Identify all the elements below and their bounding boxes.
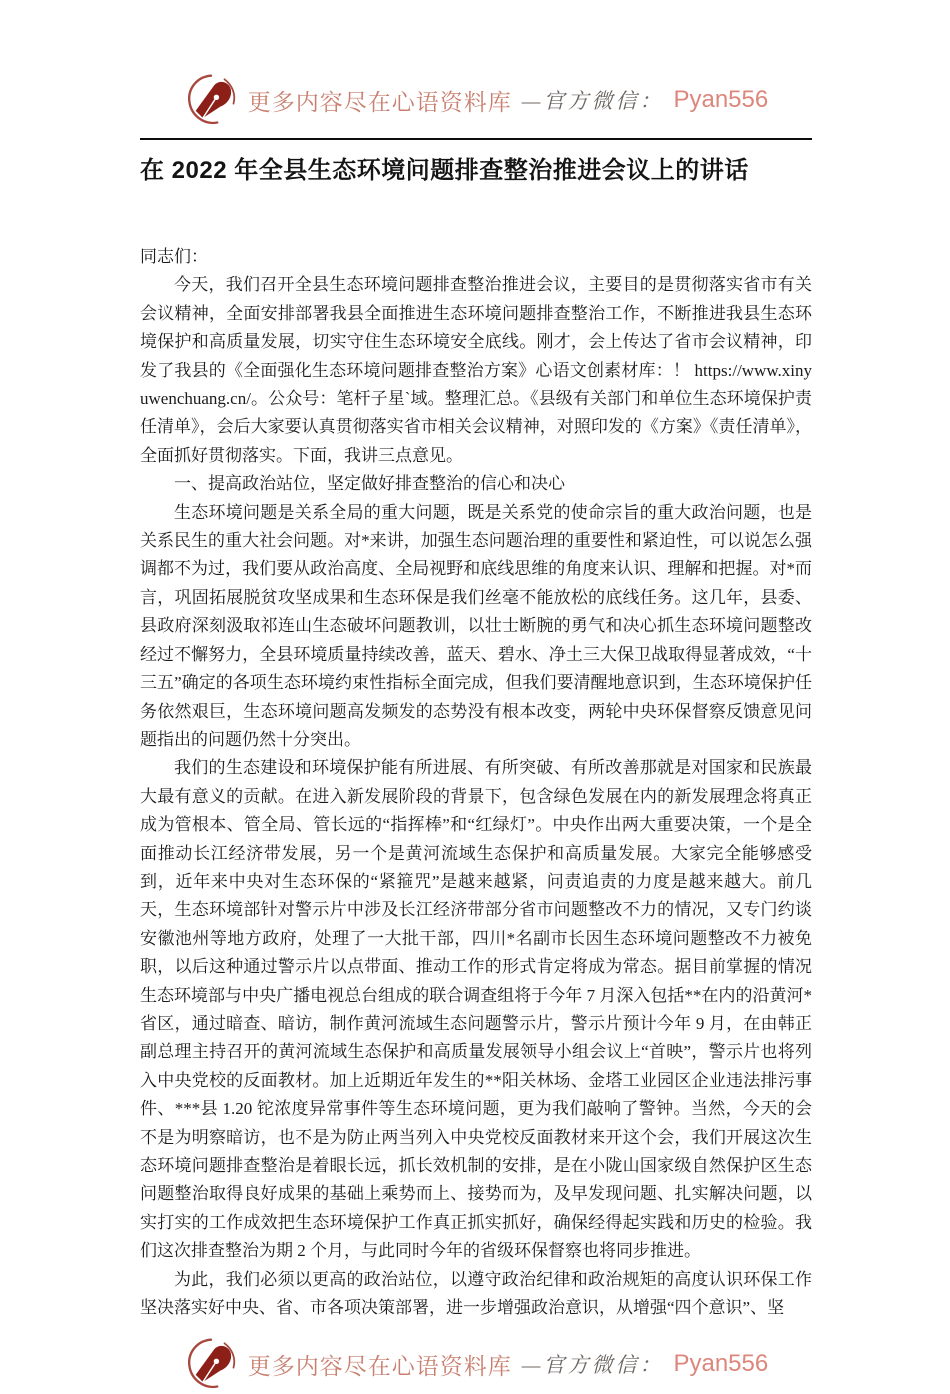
paragraph: 我们的生态建设和环境保护能有所进展、有所突破、有所改善那就是对国家和民族最大最有意义的贡献。在进入新发展阶段的背景下，包含绿色发展在内的新发展理念将真正成为管根本、管全局、管长远的“指挥棒”和“红绿灯”。中央作出两大重要决策，一个是全面推动长江经济带发展，另一个是黄河流域生态保护和高质量发展。大家完全能够感受到，近年来中央对生态环保的“紧箍咒”是越来越紧，问责追责的力度是越来越大。前几天，生态环境部针对警示片中涉及长江经济带部分省市问题整改不力的情况，又专门约谈安徽池州等地方政府，处理了一大批干部，四川*名副市长因生态环境问题整改不力被免职，以后这种通过警示片以点带面、推动工作的形式肯定将成为常态。据目前掌握的情况生态环境部与中央广播电视总台组成的联合调查组将于今年 7 月深入包括**在内的沿黄河*省区，通过暗查、暗访，制作黄河流域生态问题警示片，警示片预计今年 9 月，在由韩正副总理主持召开的黄河流域生态保护和高质量发展领导小组会议上“首映”，警示片也将列入中央党校的反面教材。加上近期近年发生的**阳关林场、金塔工业园区企业违法排污事件、***县 1.20 铊浓度异常事件等生态环境问题，更为我们敲响了警钟。当然，今天的会不是为明察暗访，也不是为防止两当列入中央党校反面教材来开这个会，我们开展这次生态环境问题排查整治是着眼长远，抓长效机制的安排，是在小陇山国家级自然保护区生态问题整治取得良好成果的基础上乘势而上、接势而为，及早发现问题、扎实解决问题，以实打实的工作成效把生态环境保护工作真正抓实抓好，确保经得起实践和历史的检验。我们这次排查整治为期 2 个月，与此同时今年的省级环保督察也将同步推进。 (140, 758, 812, 1261)
section-heading-paragraph: 一、提高政治站位，坚定做好排查整治的信心和决心 (174, 474, 565, 494)
paragraph: 今天，我们召开全县生态环境问题排查整治推进会议，主要目的是贯彻落实省市有关会议精神，全面安排部署我县全面推进生态环境问题排查整治工作，不断推进我县生态环境保护和高质量发展，切实守住生态环境安全底线。刚才，会上传达了省市会议精神，印发了我县的《全面强化生态环境问题排查整治方案》心语文创素材库：！ https://www.xinyuwenchuang.cn/。公众号：笔杆子星`域。整理汇总。《县级有关部门和单位生态环境保护责任清单》，会后大家要认真贯彻落实省市相关会议精神，对照印发的《方案》《责任清单》，全面抓好贯彻落实。下面，我讲三点意见。 (140, 275, 812, 465)
wechat-label: —官方微信： (521, 89, 664, 113)
page-footer (140, 1334, 812, 1394)
brand-text: 更多内容尽在心语资料库 (247, 89, 512, 115)
brand-text: 更多内容尽在心语资料库 (247, 1353, 512, 1379)
page-header (140, 70, 812, 130)
pen-nib-swirl-logo-icon (184, 1337, 238, 1391)
pen-nib-swirl-logo-icon (184, 73, 238, 127)
paragraph: 生态环境问题是关系全局的重大问题，既是关系党的使命宗旨的重大政治问题，也是关系民生的重大社会问题。对*来讲，加强生态问题治理的重要性和紧迫性，可以说怎么强调都不为过，我们要从政治高度、全局视野和底线思维的角度来认识、理解和把握。对*而言，巩固拓展脱贫攻坚成果和生态环保是我们丝毫不能放松的底线任务。这几年，县委、县政府深刻汲取祁连山生态破坏问题教训，以壮士断腕的勇气和决心抓生态环境问题整改经过不懈努力，全县环境质量持续改善，蓝天、碧水、净土三大保卫战取得显著成效，“十三五”确定的各项生态环境约束性指标全面完成，但我们要清醒地意识到，生态环境保护任务依然艰巨，生态环境问题高发频发的态势没有根本改变，两轮中央环保督察反馈意见问题指出的问题仍然十分突出。 (140, 502, 812, 749)
header-divider (140, 138, 812, 140)
document-title: 在 2022 年全县生态环境问题排查整治推进会议上的讲话 (140, 157, 749, 184)
wechat-id: Pyan556 (673, 1350, 769, 1378)
paragraph: 为此，我们必须以更高的政治站位，以遵守政治纪律和政治规矩的高度认识环保工作坚决落实好中央、省、市各项决策部署，进一步增强政治意识，从增强“四个意识”、坚 (140, 1269, 812, 1318)
wechat-label: —官方微信： (521, 1353, 664, 1378)
document-body (140, 243, 812, 1322)
salutation-paragraph: 同志们： (140, 247, 208, 266)
wechat-id: Pyan556 (673, 86, 769, 113)
